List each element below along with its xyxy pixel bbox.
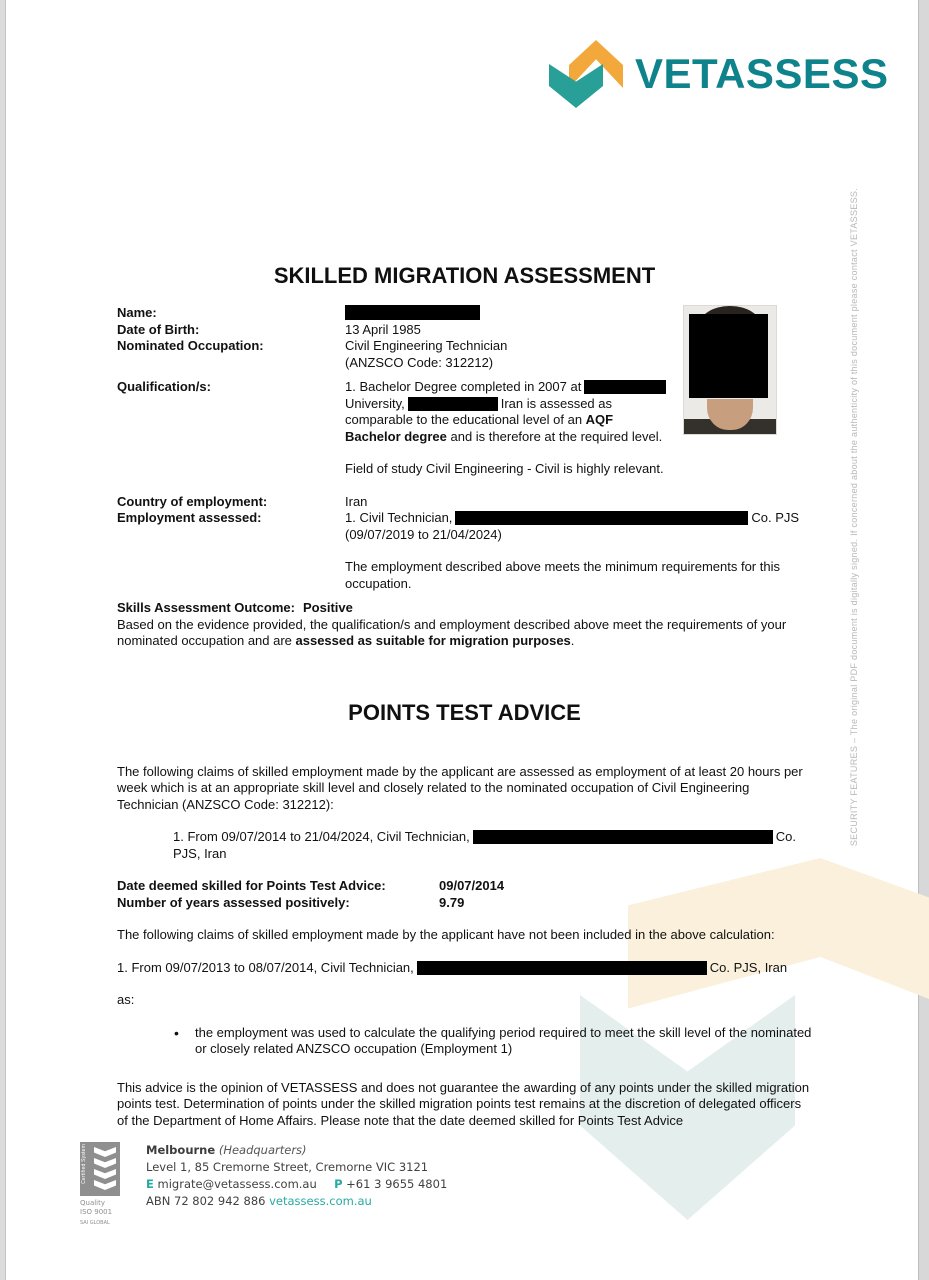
redaction-bar: [473, 830, 773, 844]
text-run: 1. Bachelor Degree completed in 2007 at: [345, 379, 582, 394]
text-run: 1. From 09/07/2014 to 21/04/2024, Civil Technician,: [173, 829, 470, 844]
item-line: [173, 829, 812, 846]
redaction-bar: [455, 511, 748, 525]
qualification-line: [345, 379, 812, 396]
footer-office-line: [146, 1142, 447, 1159]
badge-quality-label: [80, 1199, 132, 1217]
text-run: 1. From 09/07/2013 to 08/07/2014, Civil Technician,: [117, 959, 414, 975]
text-run: Iran is assessed as: [500, 395, 612, 411]
document-footer: [80, 1142, 447, 1228]
points-intro: The following claims of skilled employment made by the applicant are assessed as employment of at least 20 hours per week which is at an appropriate skill level and closely related to the nominated occupation of Civil Engineering Technician (ANZSCO Code: 312212):: [117, 763, 803, 812]
badge-sai-global-label: SAI GLOBAL: [80, 1220, 110, 1226]
spacer: [345, 445, 812, 461]
deemed-skilled-block: [117, 878, 812, 911]
employment-line: (09/07/2019 to 21/04/2024): [345, 526, 502, 542]
document-body: [117, 263, 812, 1129]
vetassess-logo: [549, 40, 888, 108]
bullet-text: the employment was used to calculate the qualifying period required to meet the skill level of the nominated or closely related ANZSCO occupation (Employment 1): [195, 1024, 812, 1056]
redaction-bar: [408, 397, 498, 411]
bullet-icon: •: [174, 1024, 179, 1041]
phone-label: P: [334, 1177, 343, 1191]
spacer: [345, 543, 812, 559]
field-value: [345, 510, 812, 592]
page-edge-right: [918, 0, 929, 1280]
page-title: SKILLED MIGRATION ASSESSMENT: [273, 263, 656, 288]
email-link[interactable]: migrate@vetassess.com.au: [157, 1177, 317, 1191]
outcome-value: Positive: [302, 600, 353, 615]
text-run: Co.: [775, 829, 797, 844]
text-run: comparable to the educational level of an: [345, 412, 586, 427]
text-run: Co. PJS, Iran: [709, 959, 788, 975]
footer-contact-block: [146, 1142, 447, 1210]
field-label: Qualification/s:: [117, 379, 211, 394]
deemed-skilled-label: Date deemed skilled for Points Test Advice:: [117, 878, 386, 893]
vetassess-logo-icon: [549, 40, 623, 108]
field-label: Skills Assessment Outcome:: [117, 600, 295, 615]
field-row-employment: [117, 510, 812, 592]
as-label: as:: [117, 992, 135, 1007]
bullet-item: [117, 1025, 812, 1058]
text-run: and is therefore at the required level.: [446, 428, 663, 444]
points-test-section: [117, 764, 812, 1130]
field-row-name: [117, 305, 812, 322]
phone-number: +61 3 9655 4801: [346, 1177, 448, 1191]
check-icon: [94, 1147, 116, 1157]
employment-note: The employment described above meets the minimum requirements for this occupation.: [345, 559, 780, 591]
certified-system-badge: [80, 1142, 120, 1196]
text-run-bold: assessed as suitable for migration purposes: [295, 633, 571, 648]
redaction-bar: [345, 305, 480, 320]
page-edge-left: [0, 0, 6, 1280]
occupation-line: (ANZSCO Code: 312212): [345, 354, 494, 370]
abn-text: ABN 72 802 942 886: [146, 1194, 266, 1208]
field-of-study-line: Field of study Civil Engineering - Civil is highly relevant.: [345, 461, 664, 476]
certification-badge: [80, 1142, 132, 1228]
occupation-line: Civil Engineering Technician: [345, 338, 508, 353]
redaction-bar: [417, 961, 707, 975]
office-suffix: (Headquarters): [218, 1143, 307, 1157]
field-value: [345, 379, 812, 478]
field-value: Iran: [345, 493, 368, 509]
text-run: 1. Civil Technician,: [345, 510, 453, 525]
badge-line: ISO 9001: [80, 1208, 113, 1216]
footer-abn-line: [146, 1193, 447, 1210]
field-label: Nominated Occupation:: [117, 338, 264, 353]
check-icon: [94, 1180, 116, 1190]
field-label: Country of employment:: [117, 493, 268, 509]
field-value: [345, 338, 812, 371]
deemed-skilled-row: [117, 878, 812, 895]
website-link[interactable]: vetassess.com.au: [269, 1194, 372, 1208]
field-label: Name:: [117, 305, 157, 320]
field-value: 13 April 1985: [345, 321, 421, 337]
field-row-dob: [117, 322, 812, 339]
text-run-bold: AQF: [585, 412, 614, 427]
field-row-qualifications: [117, 379, 812, 478]
years-assessed-value: 9.79: [439, 894, 465, 910]
points-employment-item: [117, 829, 812, 862]
office-name: Melbourne: [146, 1143, 216, 1157]
assessment-fields: [117, 305, 812, 650]
vetassess-wordmark: VETASSESS: [635, 50, 889, 97]
employment-line: [345, 510, 812, 527]
field-value: [345, 305, 812, 322]
qualification-line: [345, 396, 812, 413]
footer-address-line: Level 1, 85 Cremorne Street, Cremorne VIC 3121: [146, 1160, 429, 1174]
points-test-title: POINTS TEST ADVICE: [348, 699, 581, 725]
spacer: [117, 592, 812, 600]
years-assessed-label: Number of years assessed positively:: [117, 894, 350, 910]
redaction-bar: [584, 380, 666, 394]
footer-contact-line: [146, 1176, 447, 1193]
excluded-intro: The following claims of skilled employment made by the applicant have not been included in the above calculation:: [117, 927, 775, 942]
text-run: University,: [345, 395, 405, 411]
spacer: [117, 478, 812, 494]
deemed-skilled-value: 09/07/2014: [439, 878, 505, 893]
field-row-outcome: [117, 600, 812, 617]
points-disclaimer: This advice is the opinion of VETASSESS and does not guarantee the awarding of any points under the skilled migration points test. Determination of points under the skilled migration points test remains at the discretion of delegated officers of the Department of Home Affairs. Please note that the date deemed skilled for Points Test Advice: [117, 1079, 810, 1128]
security-features-note: SECURITY FEATURES – The original PDF document is digitally signed. If concerned about the authenticity of this document please contact VETASSESS.: [849, 188, 859, 847]
text-run-bold: Bachelor degree: [345, 428, 447, 444]
assessment-summary: [117, 617, 812, 650]
excluded-employment-item: [117, 960, 812, 977]
text-run: Based on the evidence provided, the qualification/s and employment described above meet the requirements of your nominated occupation and are: [117, 616, 787, 648]
item-line: PJS, Iran: [173, 845, 227, 861]
field-label: Employment assessed:: [117, 510, 262, 525]
text-run: Co. PJS: [751, 510, 800, 525]
field-label: Date of Birth:: [117, 321, 200, 337]
spacer: [117, 371, 812, 379]
qualification-line: [345, 429, 812, 446]
certified-system-label: Certified System: [81, 1144, 87, 1184]
years-assessed-row: [117, 895, 812, 912]
text-run: .: [570, 633, 575, 648]
email-label: E: [146, 1177, 154, 1191]
field-row-occupation: [117, 338, 812, 371]
badge-line: Quality: [80, 1199, 106, 1207]
field-row-country: [117, 494, 812, 511]
check-icon: [94, 1169, 116, 1179]
check-icon: [94, 1158, 116, 1168]
qualification-line: [345, 412, 812, 429]
